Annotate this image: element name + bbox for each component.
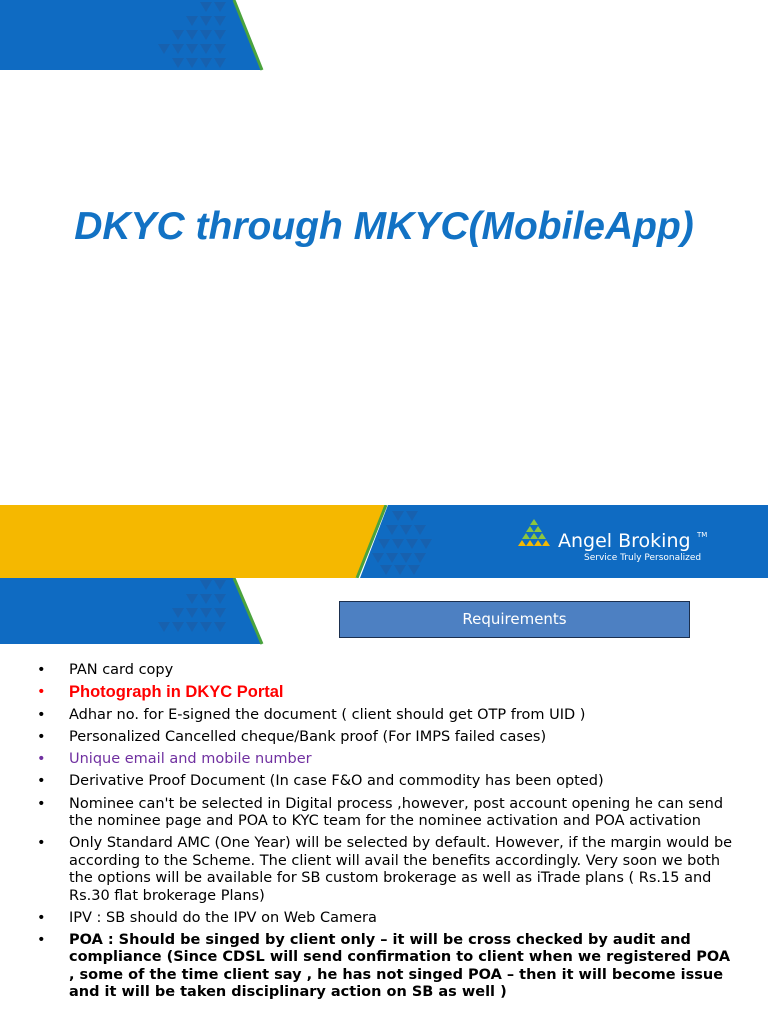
bullet-icon: • xyxy=(37,835,46,852)
requirements-list xyxy=(37,662,737,1006)
list-item-text: Derivative Proof Document (In case F&O and commodity has been opted) xyxy=(69,773,604,790)
list-item-text: Adhar no. for E-signed the document ( client should get OTP from UID ) xyxy=(69,707,586,724)
logo-tagline: Service Truly Personalized xyxy=(584,553,702,563)
logo-trademark: TM xyxy=(697,531,708,539)
bullet-icon: • xyxy=(37,729,46,746)
list-item xyxy=(37,910,737,928)
triangle-logo-icon xyxy=(516,519,552,551)
list-item-text: Photograph in DKYC Portal xyxy=(69,683,284,702)
list-item xyxy=(37,932,737,1002)
list-item-text: POA : Should be singed by client only – it will be cross checked by audit and compliance (Since CDSL will send confirmation to client when we registered POA , some of the time client say , he has not singed POA – then it will become issue and it will be taken disciplinary action on SB as well ) xyxy=(69,931,731,1001)
bullet-icon: • xyxy=(37,773,46,790)
bullet-icon: • xyxy=(37,707,46,724)
header-band xyxy=(0,0,768,72)
requirements-header: Requirements xyxy=(339,601,690,638)
angel-broking-logo xyxy=(516,519,716,569)
list-item xyxy=(37,773,737,791)
requirements-slide xyxy=(0,578,768,1024)
bullet-icon: • xyxy=(37,684,46,701)
bullet-icon: • xyxy=(37,751,46,768)
list-item xyxy=(37,751,737,769)
list-item xyxy=(37,729,737,747)
slide-title: DKYC through MKYC(MobileApp) xyxy=(74,205,694,248)
list-item-text: IPV : SB should do the IPV on Web Camera xyxy=(69,909,377,926)
list-item-text: Only Standard AMC (One Year) will be selected by default. However, if the margin would be according to the Scheme. The client will avail the benefits accordingly. Very soon we both the options will be available for SB custom brokerage as well as iTrade plans ( Rs.15 and Rs.30 flat brokerage Plans) xyxy=(69,835,733,904)
bullet-icon: • xyxy=(37,909,46,926)
list-item xyxy=(37,707,737,725)
bullet-icon: • xyxy=(37,795,46,812)
bullet-icon: • xyxy=(37,931,46,948)
list-item-text: Nominee can't be selected in Digital process ,however, post account opening he can send the nominee page and POA to KYC team for the nominee activation and POA activation xyxy=(69,795,724,830)
list-item-text: Unique email and mobile number xyxy=(69,751,312,768)
list-item xyxy=(37,662,737,680)
list-item xyxy=(37,684,737,703)
list-item-text: PAN card copy xyxy=(69,662,174,678)
list-item xyxy=(37,835,737,905)
logo-brand-name: Angel Broking xyxy=(558,530,691,552)
list-item xyxy=(37,796,737,831)
bullet-icon: • xyxy=(37,662,46,678)
list-item-text: Personalized Cancelled cheque/Bank proof (For IMPS failed cases) xyxy=(69,729,547,746)
